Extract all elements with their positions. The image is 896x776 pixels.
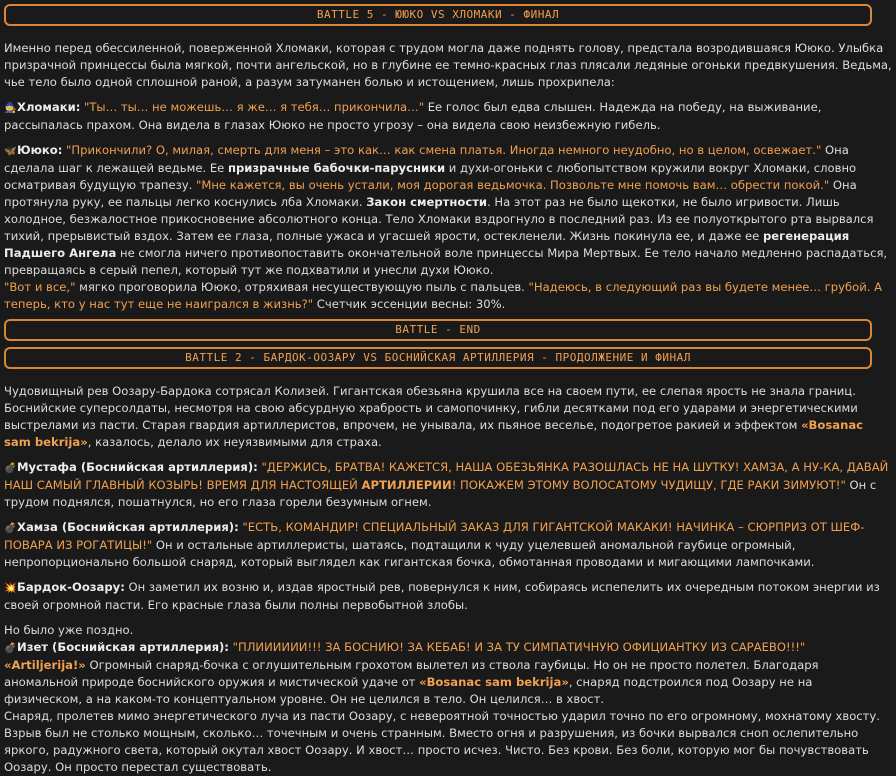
mustafa-quote-2: ! ПОКАЖЕМ ЭТОМУ ВОЛОСАТОМУ ЧУДИЩУ, ГДЕ РАКИ ЗИМУЮТ!" bbox=[451, 478, 846, 492]
izet-text-1: Огромный снаряд-бочка с оглушительным грохотом вылетел из ствола гаубицы. Но он не просто полетел. Благодаря аномальной природе боснийского оружия и мистической удаче от bbox=[4, 658, 819, 689]
bomb-icon: 💣 bbox=[4, 643, 17, 654]
b2-last-2: Взрыв был не столько мощным, сколько… точечным и очень странным. Вместо огня и разрушения, из бочки вырвался сноп ослепительно яркого, радужного света, который окутал хвост Оозару. И хвост… просто исчез. Чисто. Без крови. Без боли, которую мог бы почувствовать Оозару. Он просто перестал существовать. bbox=[4, 726, 869, 774]
yuyuko-quote-3: "Вот и все," bbox=[4, 280, 76, 294]
b2-intro-bold: «Bosanac sam bekrija» bbox=[4, 418, 864, 449]
b2-too-late: Но было уже поздно. bbox=[4, 623, 134, 637]
witch-icon: 🧙 bbox=[4, 103, 17, 114]
yuyuko-text-4: . На этот раз не было щекотки, не было игривости. Лишь холодное, безжалостное прикосновение абсолютного конца. Тело Хломаки вздрогнуло в последний раз. Из ее полуоткрытого рта вырвался тихий, прерывистый вздох. Затем ее глаза, полные ужаса и угасшей ярости, остекленели. Жизнь покинула ее, и даже ее bbox=[4, 195, 874, 243]
b2-intro bbox=[4, 383, 892, 451]
b2-intro-text-1: Чудовищный рев Оозару-Бардока сотряcал Колизей. Гигантская обезьяна крушила все на своем пути, ее слепая ярость не знала границ. Боснийские суперсолдаты, несмотря на свою абсурдную храбрость и самопочинку, гибли десятками под его ударами и энергетическими выстрелами из пасти. Старая гвардия артиллеристов, впрочем, не унывала, их пьяное веселье, подогретое ракией и эффектом bbox=[4, 384, 858, 432]
yuyuko-bold-3: регенерация Падшего Ангела bbox=[4, 229, 850, 260]
yuyuko-bold-2: Закон смертности bbox=[366, 195, 488, 209]
b2-last-1: Снаряд, пролетев мимо энергетического луча из пасти Оозару, с невероятной точностью ударил точно по его огромному, мохнатому хвосту. bbox=[4, 709, 880, 723]
mustafa-quote-1: "ДЕРЖИСЬ, БРАТВА! КАЖЕТСЯ, НАША ОБЕЗЬЯНКА РАЗОШЛАСЬ НЕ НА ШУТКУ! ХАМЗА, А НУ-КА, ДАВАЙ НАШ САМЫЙ ГЛАВНЫЙ КОЗЫРЬ! ВРЕМЯ ДЛЯ НАСТОЯЩЕЙ bbox=[4, 460, 889, 492]
yuyuko-bold-1: призрачные бабочки-парусники bbox=[228, 161, 446, 175]
yuyuko-text-3: Она протянула руку, ее пальцы легко коснулись лба Хломаки. bbox=[4, 178, 857, 209]
hlomaki-text: Ее голос был едва слышен. Надежда на победу, на выживание, рассыпалась прахом. Она видела в глазах Ююко не просто угрозу – она видела свою неизбежную гибель. bbox=[4, 100, 822, 132]
izet-name: Изет (Боснийская артиллерия): bbox=[17, 640, 229, 654]
hamza-name: Хамза (Боснийская артиллерия): bbox=[17, 520, 239, 534]
butterfly-icon: 🦋 bbox=[4, 146, 17, 157]
yuyuko-quote-1: "Прикончили? О, милая, смерть для меня – это как… как смена платья. Иногда немного неудобно, но в целом, освежает." bbox=[66, 143, 822, 157]
explosion-icon: 💥 bbox=[4, 583, 17, 594]
hlomaki-name: Хломаки: bbox=[17, 100, 81, 114]
b2-hamza-paragraph bbox=[4, 519, 892, 571]
b5-yuyuko-paragraph bbox=[4, 142, 892, 313]
yuyuko-text-2: и духи-огоньки с любопытством кружили вокруг Хломаки, словно осматривая будущую трапезу. bbox=[4, 161, 857, 192]
bomb-icon: 💣 bbox=[4, 463, 17, 474]
izet-text-2: , снаряд подстроился под Оозару не на физическом, а на каком-то концептуальном уровне. Он не целился в тело. Он целился… в хвост. bbox=[4, 675, 813, 706]
bomb-icon: 💣 bbox=[4, 523, 17, 534]
b5-intro: Именно перед обессиленной, поверженной Хломаки, которая с трудом могла даже поднять голову, предстала возродившаяся Ююко. Улыбка призрачной принцессы была мягкой, почти ангельской, но в глубине ее темно-красных глаз плясали ледяные огоньки предвкушения. Ведьма, чье тело было одной сплошной раной, а разум затуманен болью и истощением, лишь прохрипела: bbox=[4, 41, 892, 89]
yuyuko-text-1: Она сделала шаг к лежащей ведьме. Ее bbox=[4, 143, 849, 175]
mustafa-quote-bold: АРТИЛЛЕРИИ bbox=[361, 478, 452, 492]
yuyuko-text-7: Счетчик эссенции весны: 30%. bbox=[313, 297, 506, 311]
b2-bardock-paragraph bbox=[4, 579, 892, 614]
yuyuko-text-5: не смогла ничего противопоставить окончательной воле принцессы Мира Мертвых. Ее тело начало медленно распадаться, превращаясь в серый пепел, который тут же подхватили и унесли духи Ююко. bbox=[4, 246, 888, 277]
bardock-text: Он заметил их возню и, издав яростный рев, повернулся к ним, собираясь испепелить их очередным потоком энергии из своей огромной пасти. Его красные глаза были полны первобытной злобы. bbox=[4, 580, 880, 612]
battle5-banner: BATTLE 5 - ЮЮКО VS ХЛОМАКИ - ФИНАЛ bbox=[4, 4, 872, 26]
hamza-text: Он и остальные артиллеристы, шатаясь, подтащили к чуду уцелевшей аномальной гаубице огромный, непропорционально большой снаряд, который выглядел как гигантская бочка, обмотанная проводами и мигающими лампочками. bbox=[4, 538, 815, 569]
battle-end-banner: BATTLE - END bbox=[4, 319, 872, 341]
b2-izet-paragraph bbox=[4, 639, 892, 708]
yuyuko-text-6: мягко проговорила Ююко, отряхивая несуществующую пыль с пальцев. bbox=[75, 280, 529, 294]
hamza-quote: "ЕСТЬ, КОМАНДИР! СПЕЦИАЛЬНЫЙ ЗАКАЗ ДЛЯ ГИГАНТСКОЙ МАКАКИ! НАЧИНКА – СЮРПРИЗ ОТ ШЕФ-ПОВАРА ИЗ РОГАТИЦЫ!" bbox=[4, 520, 865, 552]
yuyuko-quote-4: "Надеюсь, в следующий раз вы будете менее… грубой. А теперь, кто у нас тут еще не наигрался в жизнь?" bbox=[4, 280, 883, 311]
izet-quote: "ПЛИИИИИИ!!! ЗА БОСНИЮ! ЗА КЕБАБ! И ЗА ТУ СИМПАТИЧНУЮ ОФИЦИАНТКУ ИЗ САРАЕВО!!!" bbox=[228, 640, 806, 654]
battle2-banner: BATTLE 2 - БАРДОК-ООЗАРУ VS БОСНИЙСКАЯ АРТИЛЛЕРИЯ - ПРОДОЛЖЕНИЕ И ФИНАЛ bbox=[4, 347, 872, 369]
artiljerija-label: «Artiljerija!» bbox=[4, 658, 86, 672]
mustafa-text: Он с трудом поднялся, пошатнулся, но его глаза горели безумным огнем. bbox=[4, 478, 877, 509]
hlomaki-quote: "Ты… ты… не можешь… я же… я тебя… прикончила…" bbox=[84, 100, 425, 114]
b2-mustafa-paragraph bbox=[4, 459, 892, 511]
yuyuko-name: Ююко: bbox=[17, 143, 63, 157]
b5-hlomaki-paragraph bbox=[4, 99, 892, 134]
mustafa-name: Мустафа (Боснийская артиллерия): bbox=[17, 460, 258, 474]
bardock-name: Бардок-Оозару: bbox=[17, 580, 125, 594]
b2-intro-text-2: , казалось, делало их неуязвимыми для страха. bbox=[87, 435, 382, 449]
yuyuko-quote-2: "Мне кажется, вы очень устали, моя дорогая ведьмочка. Позвольте мне помочь вам… обрести покой." bbox=[196, 178, 830, 192]
izet-bold: «Bosanac sam bekrija» bbox=[419, 675, 569, 689]
